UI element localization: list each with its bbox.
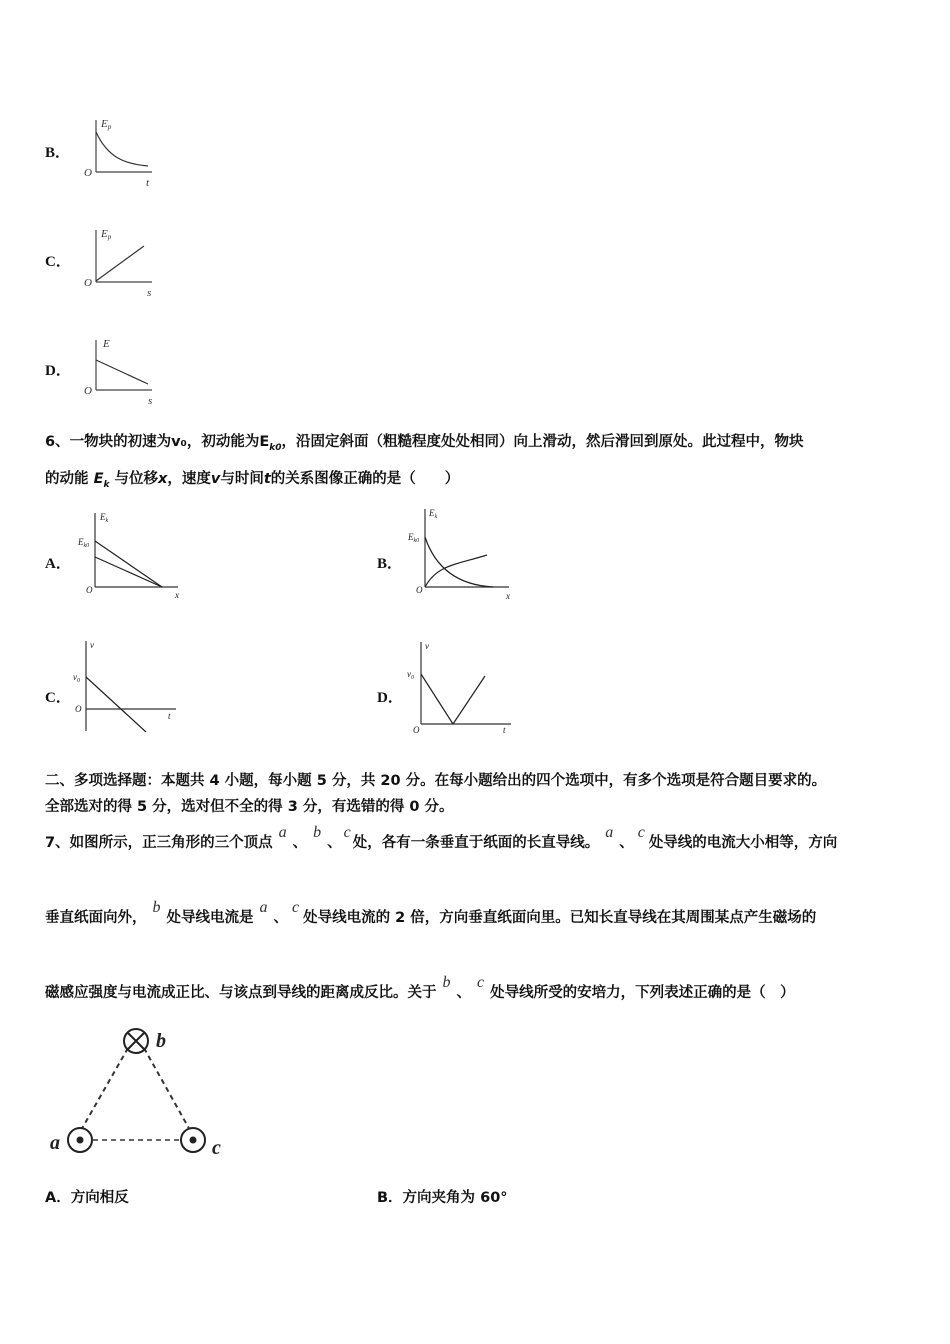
line-lower — [95, 557, 162, 587]
x-label: t — [168, 711, 171, 721]
section2-line2: 全部选对的得 5 分，选对但不全的得 3 分，有选错的得 0 分。 — [45, 799, 454, 815]
line-up — [453, 676, 485, 724]
q6-graph-d — [403, 636, 518, 736]
q5-option-c-label: C． — [45, 254, 71, 270]
q7-stem-line3: 磁感应强度与电流成正比、与该点到导线的距离成反比。关于b、c处导线所受的安培力，下列表述正确的是（ ） — [45, 974, 795, 1001]
origin-label: O — [416, 585, 423, 595]
x-label: s — [147, 287, 152, 298]
origin-label: O — [84, 167, 92, 179]
y-label: $E_k$ — [100, 512, 109, 524]
q7-option-b: B．方向夹角为 60° — [377, 1190, 508, 1206]
label-b: b — [156, 1030, 166, 1052]
y0-label: $E_{k0}$ — [408, 532, 420, 544]
q6-graph-b — [405, 503, 520, 601]
y-label: v — [90, 640, 94, 650]
label-c: c — [212, 1137, 221, 1159]
q6-graph-c — [70, 635, 185, 735]
y-label: Ep — [101, 118, 112, 131]
origin-label: O — [84, 277, 92, 289]
label-a: a — [50, 1132, 60, 1154]
q7-triangle-figure — [40, 1022, 240, 1167]
q6-option-a-label: A． — [45, 556, 71, 572]
q6-option-b-label: B． — [377, 556, 403, 572]
y0-label: $v_0$ — [407, 669, 414, 681]
y-label: v — [425, 641, 429, 651]
q5-graph-b — [80, 114, 160, 190]
line-upper — [95, 541, 162, 587]
wire-a-out-of-page-icon — [68, 1128, 92, 1152]
y-label: E — [103, 338, 110, 350]
decreasing-curve — [425, 537, 493, 587]
y-label: Ep — [101, 228, 112, 241]
q6-graph-a — [76, 505, 191, 601]
x-label: s — [148, 395, 153, 407]
q6-option-c-label: C． — [45, 690, 71, 706]
origin-label: O — [75, 704, 82, 714]
origin-label: O — [84, 385, 92, 397]
side-ab — [80, 1048, 128, 1132]
increasing-curve — [425, 555, 487, 587]
line — [96, 360, 148, 384]
x-label: t — [146, 177, 150, 189]
y0-label: $E_{k0}$ — [78, 537, 90, 549]
q5-option-d-label: D． — [45, 363, 71, 379]
x-label: x — [175, 590, 179, 600]
line — [86, 677, 146, 732]
q7-option-a: A．方向相反 — [45, 1190, 129, 1206]
q5-graph-c — [80, 222, 160, 298]
line-down — [421, 674, 453, 724]
y-label: $E_k$ — [429, 508, 438, 520]
origin-label: O — [86, 585, 93, 595]
line — [96, 246, 144, 281]
side-bc — [144, 1048, 191, 1132]
q6-option-d-label: D． — [377, 690, 403, 706]
q5-graph-d — [80, 332, 160, 408]
y0-label: $v_0$ — [73, 672, 80, 684]
q7-stem-line2: 垂直纸面向外，b处导线电流是a、c处导线电流的 2 倍，方向垂直纸面向里。已知长直导线在其周围某点产生磁场的 — [45, 899, 817, 926]
q7-stem-line1: 7、如图所示，正三角形的三个顶点a、b、c处，各有一条垂直于纸面的长直导线。a、c处导线的电流大小相等，方向 — [45, 824, 838, 851]
q6-stem-line2: 的动能 $E_k$ 与位移x，速度v与时间t的关系图像正确的是（ ） — [45, 471, 460, 490]
origin-label: O — [413, 725, 420, 735]
wire-b-into-page-icon — [124, 1029, 148, 1053]
x-label: t — [503, 725, 506, 735]
curve — [96, 132, 148, 166]
q5-option-b-label: B． — [45, 145, 71, 161]
section2-line1: 二、多项选择题：本题共 4 小题，每小题 5 分，共 20 分。在每小题给出的四个选项中，有多个选项是符合题目要求的。 — [45, 773, 827, 789]
wire-c-out-of-page-icon — [181, 1128, 205, 1152]
q6-stem-line1: 6、一物块的初速为v₀，初动能为$E_{k0}$，沿固定斜面（粗糙程度处处相同）向上滑动，然后滑回到原处。此过程中，物块 — [45, 434, 804, 453]
x-label: x — [506, 591, 510, 601]
